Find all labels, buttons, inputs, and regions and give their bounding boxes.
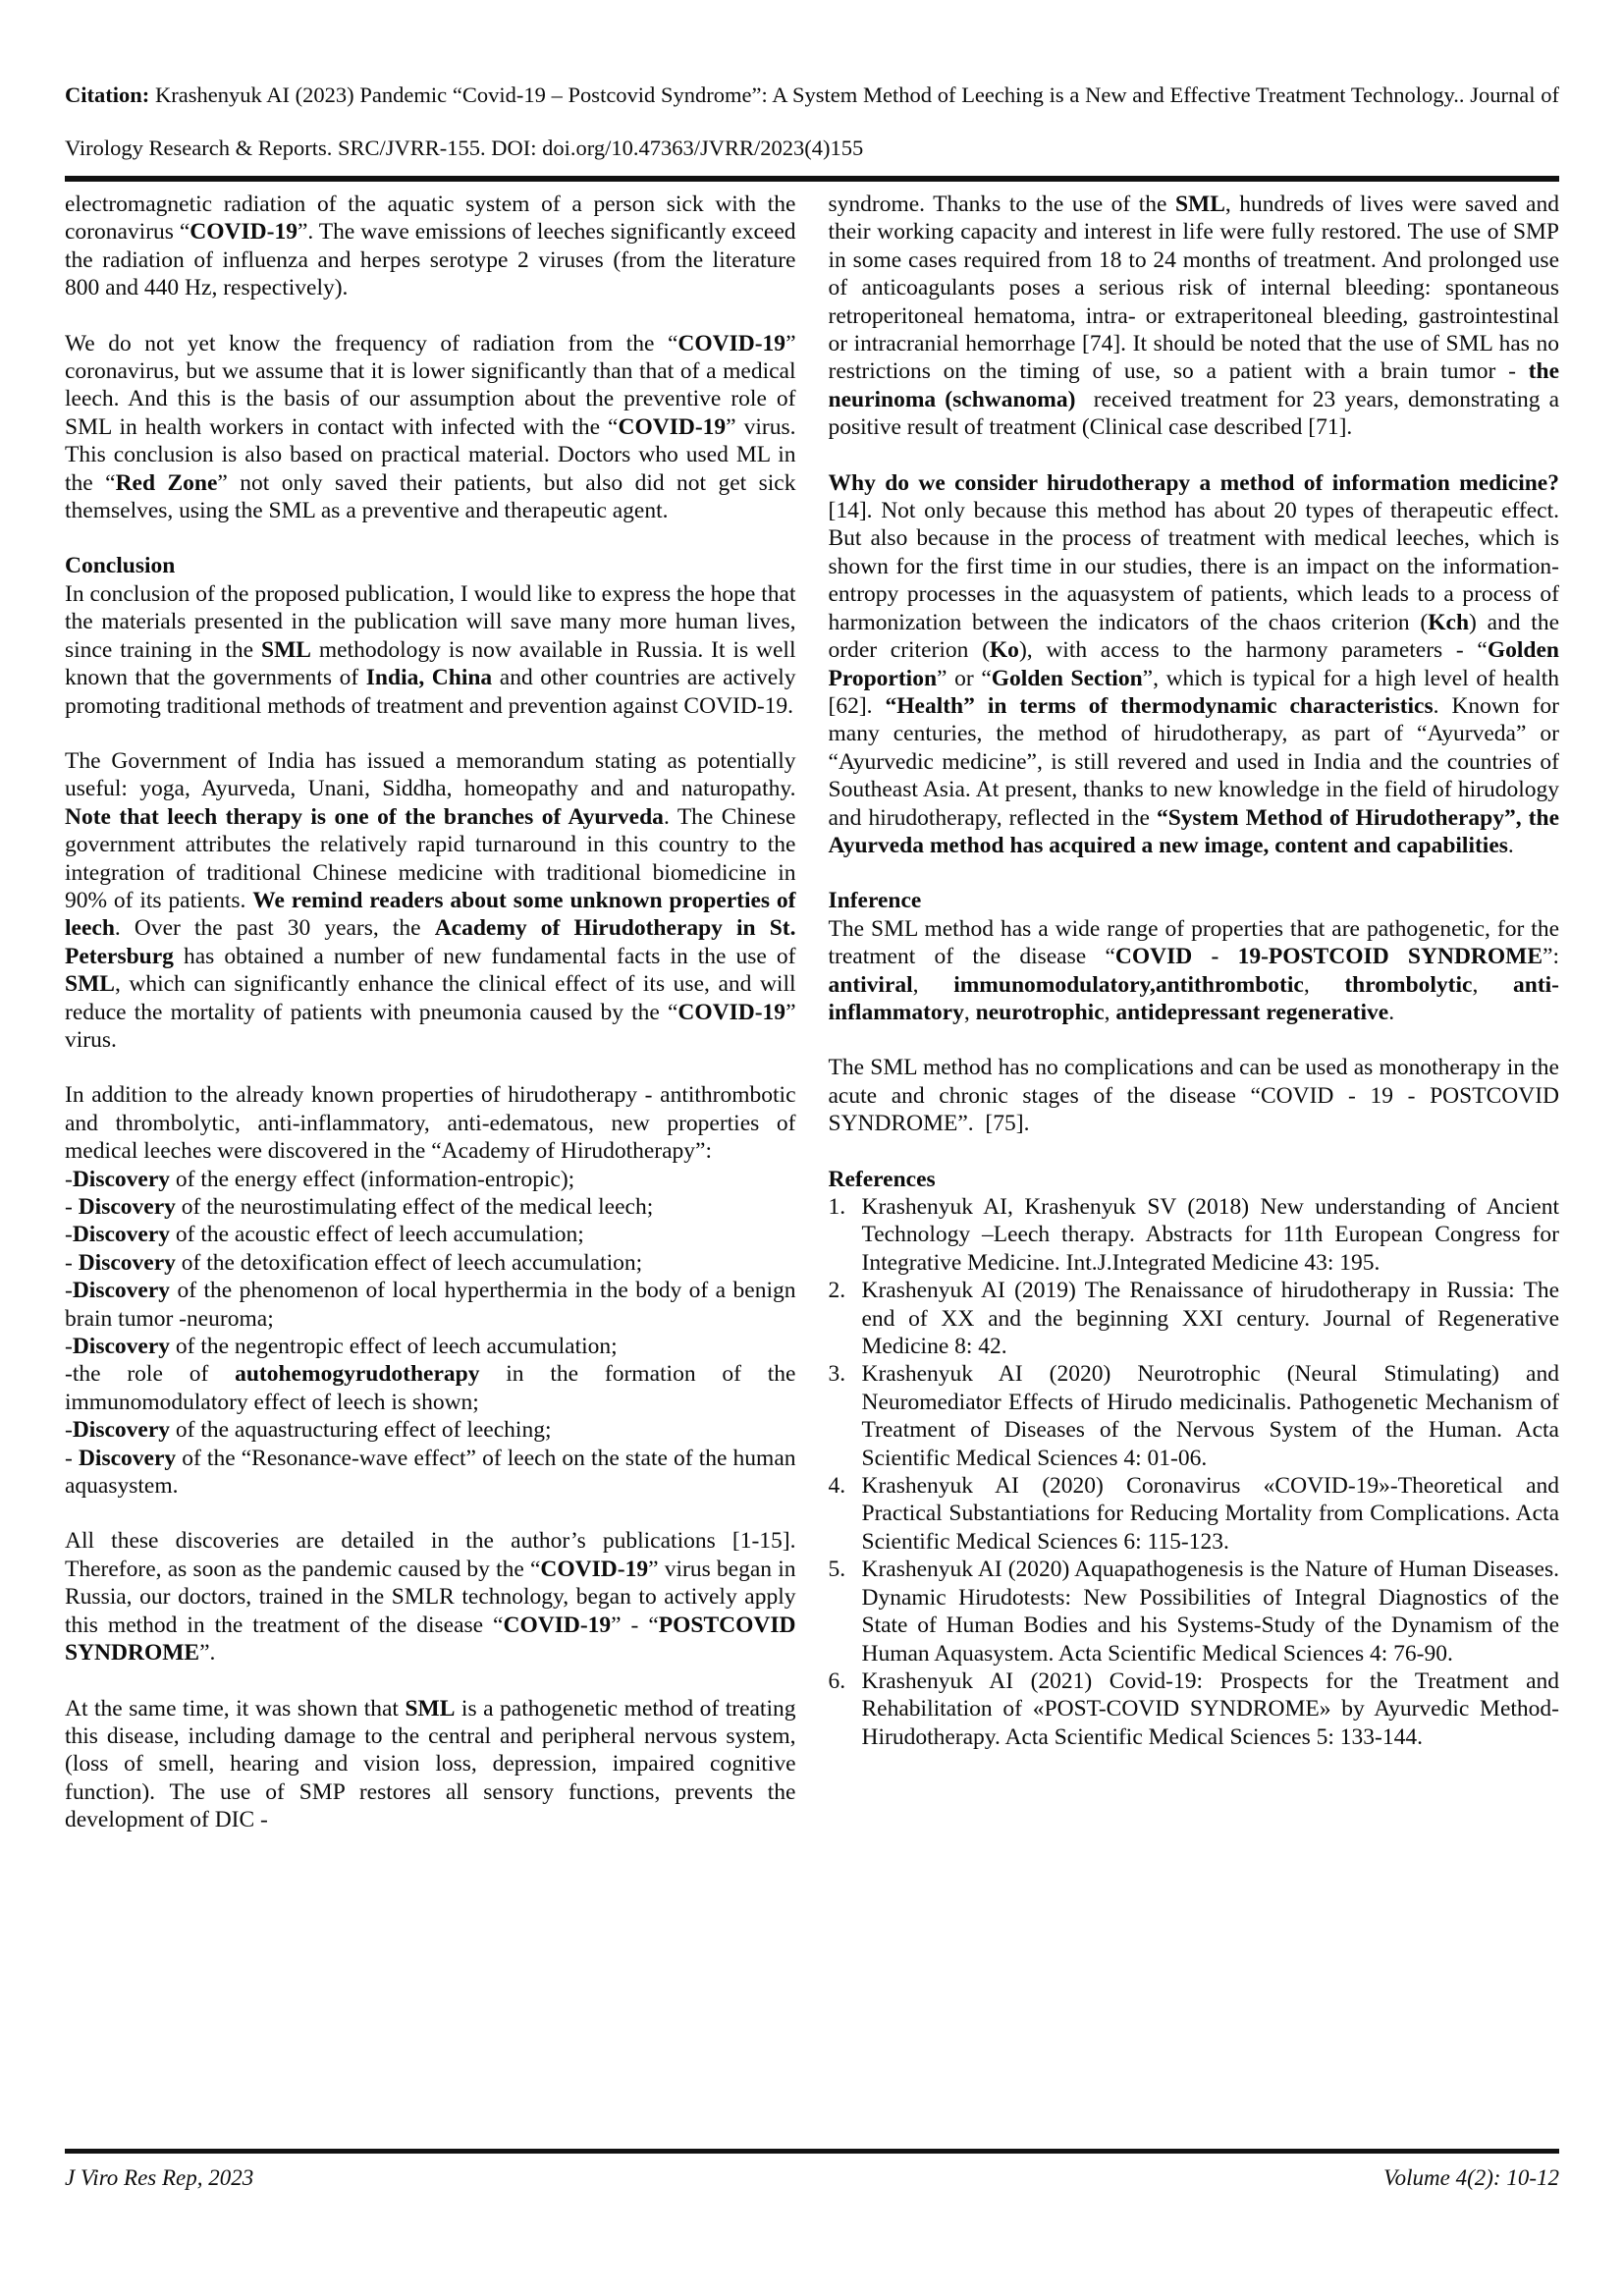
text-run: methodology is now available in Russia. It is well known that the governments of bbox=[65, 636, 796, 691]
text-run: anti-inflammatory bbox=[828, 971, 1559, 1025]
text-run: Discovery bbox=[78, 1249, 176, 1276]
footer-volume-pages: Volume 4(2): 10-12 bbox=[1383, 2165, 1559, 2190]
text-run: autohemogyrudotherapy bbox=[235, 1361, 480, 1388]
text-run: COVID-19 bbox=[189, 219, 298, 246]
paragraph bbox=[65, 580, 796, 720]
text-run: SML bbox=[405, 1695, 456, 1722]
text-run: and other countries are actively promoting traditional methods of treatment and prevention against COVID-19. bbox=[65, 665, 796, 719]
reference-item bbox=[829, 1360, 1560, 1472]
text-run: Discovery bbox=[72, 1166, 171, 1192]
text-run: - bbox=[65, 1278, 73, 1304]
references-list bbox=[829, 1193, 1560, 1751]
text-run: ” virus. bbox=[65, 999, 796, 1053]
text-run: [14]. Not only because this method has about 20 types of therapeutic effect. But also because in the process of treatment with medical leeches, which is shown for the first time in our studies, there is an impact on the information-entropy processes in the aquasystem of patients, which leads to a process of harmonization between the indicators of the chaos criterion ( bbox=[828, 498, 1559, 635]
citation-text: Krashenyuk AI (2023) Pandemic “Covid-19 – Postcovid Syndrome”: A System Method of Leeching is a New and Effective Treatment Technology.. Journal of Virology Research & Reports. SRC/JVRR-155. DOI: doi.org/10.47363/JVRR/2023(4)155 bbox=[65, 82, 1559, 160]
text-run: , bbox=[1472, 971, 1513, 998]
paragraph bbox=[65, 1081, 796, 1165]
reference-number: 1. bbox=[828, 1194, 846, 1220]
text-run: , bbox=[1104, 999, 1116, 1025]
text-run: . bbox=[1388, 999, 1395, 1025]
reference-number: 4. bbox=[828, 1473, 846, 1500]
text-run: - bbox=[65, 1249, 79, 1276]
paragraph-continuation bbox=[829, 191, 1560, 442]
text-run: of the neurostimulating effect of the medical leech; bbox=[175, 1194, 654, 1220]
text-run: The SML method has no complications and can be used as monotherapy in the acute and chronic stages of the disease “COVID - 19 - POSTCOVID SYNDROME”. [75]. bbox=[828, 1055, 1559, 1137]
reference-number: 6. bbox=[828, 1667, 846, 1694]
paragraph bbox=[65, 747, 796, 1054]
text-run: Red Zone bbox=[115, 469, 218, 496]
text-run: COVID-19 bbox=[540, 1556, 649, 1582]
text-run: COVID-19 bbox=[503, 1612, 612, 1638]
text-run: thrombolytic bbox=[1344, 971, 1473, 998]
text-run: COVID-19 bbox=[618, 413, 727, 440]
text-run: in the formation of the immunomodulatory effect of leech is shown; bbox=[65, 1361, 796, 1415]
text-run: has obtained a number of new fundamental facts in the use of bbox=[173, 943, 796, 969]
text-run: Discovery bbox=[72, 1278, 171, 1304]
discovery-list-item bbox=[65, 1416, 796, 1444]
text-run: Discovery bbox=[72, 1222, 171, 1248]
discovery-list-item bbox=[65, 1166, 796, 1193]
reference-item bbox=[829, 1193, 1560, 1277]
text-run: . Over the past 30 years, the bbox=[114, 915, 435, 942]
text-run: SML bbox=[65, 971, 115, 998]
text-run: ), with access to the harmony parameters - “ bbox=[1018, 637, 1488, 664]
text-run: antiviral bbox=[828, 971, 913, 998]
reference-text: Krashenyuk AI (2020) Coronavirus «COVID-19»-Theoretical and Practical Substantiations for Reducing Mortality from Complications. Acta Scientific Medical Sciences 6: 115-123. bbox=[861, 1473, 1559, 1555]
text-run: ” virus began in Russia, our doctors, trained in the SMLR technology, began to actively apply this method in the treatment of the disease “ bbox=[65, 1556, 796, 1638]
text-run: of the aquastructuring effect of leeching; bbox=[170, 1417, 552, 1444]
text-run: of the negentropic effect of leech accumulation; bbox=[170, 1334, 618, 1360]
discovery-list-item bbox=[65, 1277, 796, 1333]
reference-number: 5. bbox=[828, 1557, 846, 1583]
text-run: Discovery bbox=[72, 1417, 171, 1444]
text-run: “Health” in terms of thermodynamic characteristics bbox=[885, 692, 1434, 719]
header-rule bbox=[65, 176, 1559, 182]
text-run: ”: bbox=[1543, 944, 1559, 970]
text-run: - bbox=[65, 1334, 73, 1360]
text-run: ” not only saved their patients, but also did not get sick themselves, using the SML as a preventive and therapeutic agent. bbox=[65, 469, 796, 524]
text-run: ”. bbox=[199, 1640, 216, 1667]
section-heading-references: References bbox=[828, 1166, 936, 1192]
text-run: The SML method has a wide range of properties that are pathogenetic, for the treatment of the disease “ bbox=[828, 915, 1559, 970]
text-run: Discovery bbox=[78, 1445, 177, 1471]
text-run: , bbox=[1303, 971, 1345, 998]
reference-text: Krashenyuk AI (2019) The Renaissance of hirudotherapy in Russia: The end of XX and the beginning XXI century. Journal of Regenerative Medicine 8: 42. bbox=[861, 1278, 1559, 1360]
text-run: COVID-19 bbox=[677, 330, 786, 356]
text-run: Ko bbox=[989, 637, 1019, 664]
discovery-list-item bbox=[65, 1360, 796, 1416]
reference-item bbox=[829, 1667, 1560, 1751]
text-run: is a pathogenetic method of treating this disease, including damage to the central and peripheral nervous system, (loss of smell, hearing and vision loss, depression, impaired cognitive function). The use of SMP restores all sensory functions, prevents the development of DIC - bbox=[65, 1695, 796, 1833]
footer-journal-name: J Viro Res Rep, 2023 bbox=[65, 2165, 254, 2190]
reference-item bbox=[829, 1556, 1560, 1667]
text-run: We do not yet know the frequency of radiation from the “ bbox=[65, 330, 678, 356]
discovery-list-item bbox=[65, 1333, 796, 1360]
text-run: neurotrophic bbox=[975, 999, 1105, 1025]
reference-text: Krashenyuk AI, Krashenyuk SV (2018) New understanding of Ancient Technology –Leech therapy. Abstracts for 11th European Congress for Integrative Medicine. Int.J.Integrated Medicine 43: 195. bbox=[861, 1194, 1559, 1276]
section-heading-conclusion: Conclusion bbox=[65, 553, 176, 579]
text-run: electromagnetic radiation of the aquatic system of a person sick with the coronavirus “ bbox=[65, 191, 796, 246]
text-run: of the phenomenon of local hyperthermia in the body of a benign brain tumor -neuroma; bbox=[65, 1278, 796, 1332]
text-run: the neurinoma (schwanoma) bbox=[828, 358, 1559, 412]
text-run: Note that leech therapy is one of the branches of Ayurveda bbox=[65, 803, 664, 830]
text-run: - bbox=[65, 1222, 73, 1248]
discovery-list-item bbox=[65, 1221, 796, 1248]
text-run: ” coronavirus, but we assume that it is lower significantly than that of a medical leech. And this is the basis of our assumption about the preventive role of SML in health workers in contact with infected with the “ bbox=[65, 330, 796, 440]
text-run: Why do we consider hirudotherapy a method of information medicine? bbox=[828, 469, 1559, 496]
text-run: - bbox=[65, 1166, 73, 1192]
text-run: Discovery bbox=[72, 1334, 171, 1360]
text-run: COVID-19 bbox=[677, 999, 786, 1025]
text-run: ” virus. This conclusion is also based on practical material. Doctors who used ML in the “ bbox=[65, 413, 796, 496]
reference-number: 2. bbox=[828, 1278, 846, 1304]
text-run: COVID - 19-POSTCOID SYNDROME bbox=[1114, 944, 1543, 970]
text-run: - bbox=[65, 1445, 79, 1471]
discovery-list-item bbox=[65, 1445, 796, 1501]
reference-text: Krashenyuk AI (2020) Aquapathogenesis is the Nature of Human Diseases. Dynamic Hirudotests: New Possibilities of Integral Diagnostics of the State of Human Bodies and his Systems-Study of the Dynamism of the Human Aquasystem. Acta Scientific Medical Sciences 4: 76-90. bbox=[861, 1557, 1559, 1667]
left-column bbox=[65, 191, 796, 2149]
text-run: Discovery bbox=[78, 1194, 176, 1220]
text-run: In conclusion of the proposed publication, I would like to express the hope that the materials presented in the publication will save many more human lives, since training in the bbox=[65, 580, 796, 663]
text-run: - bbox=[65, 1194, 79, 1220]
text-run: antidepressant regenerative bbox=[1115, 999, 1389, 1025]
text-run: of the “Resonance-wave effect” of leech on the state of the human aquasystem. bbox=[65, 1445, 796, 1500]
text-run: -the role of bbox=[65, 1361, 236, 1388]
text-run: of the acoustic effect of leech accumulation; bbox=[170, 1222, 584, 1248]
reference-item bbox=[829, 1472, 1560, 1556]
citation-label: Citation: bbox=[65, 82, 150, 107]
text-run: ”, which is typical for a high level of health [62]. bbox=[828, 665, 1559, 719]
text-run: All these discoveries are detailed in the author’s publications [1-15]. Therefore, as soon as the pandemic caused by the “ bbox=[65, 1528, 796, 1582]
text-run: SML bbox=[1174, 191, 1225, 217]
text-run: Golden Proportion bbox=[828, 637, 1559, 691]
section-heading-inference: Inference bbox=[828, 888, 922, 914]
text-run: received treatment for 23 years, demonstrating a positive result of treatment (Clinical case described [71]. bbox=[828, 386, 1559, 441]
text-run: of the detoxification effect of leech accumulation; bbox=[175, 1249, 643, 1276]
paragraph-continuation bbox=[65, 191, 796, 302]
paragraph bbox=[65, 1695, 796, 1834]
text-run: The Government of India has issued a memorandum stating as potentially useful: yoga, Ayurveda, Unani, Siddha, homeopathy and and naturopathy. bbox=[65, 747, 796, 802]
reference-number: 3. bbox=[828, 1361, 846, 1388]
citation-header bbox=[65, 69, 1559, 175]
right-column bbox=[829, 191, 1560, 2149]
text-run: . Known for many centuries, the method of hirudotherapy, as part of “Ayurveda” or “Ayurvedic medicine”, is still revered and used in India and the countries of Southeast Asia. At present, thanks to new knowledge in the field of hirudology and hirudotherapy, reflected in the bbox=[828, 692, 1559, 831]
text-run: . The Chinese government attributes the relatively rapid turnaround in this country to the integration of traditional Chinese medicine with traditional biomedicine in 90% of its patients. bbox=[65, 803, 796, 913]
text-run: Golden Section bbox=[991, 665, 1143, 691]
paragraph bbox=[829, 915, 1560, 1027]
text-run: “System Method of Hirudotherapy”, the Ayurveda method has acquired a new image, content and capabilities bbox=[828, 804, 1559, 858]
paragraph bbox=[829, 469, 1560, 860]
text-run: of the energy effect (information-entropic); bbox=[170, 1166, 575, 1192]
text-run: SML bbox=[261, 636, 311, 663]
text-run: , bbox=[963, 999, 976, 1025]
text-run: , hundreds of lives were saved and their working capacity and interest in life were fully restored. The use of SMP in some cases required from 18 to 24 months of treatment. And prolonged use of anticoagulants poses a serious risk of internal bleeding: spontaneous retroperitoneal hematoma, intra- or extraperitoneal bleeding, gastrointestinal or intracranial hemorrhage [74]. It should be noted that the use of SML has no restrictions on the timing of use, so a patient with a brain tumor - bbox=[828, 191, 1559, 385]
text-run: ” - “ bbox=[611, 1612, 659, 1638]
article-body bbox=[65, 191, 1559, 2149]
text-run: India, China bbox=[365, 665, 493, 691]
text-run: , bbox=[912, 971, 954, 998]
text-run: Kch bbox=[1428, 609, 1470, 635]
paragraph bbox=[65, 1527, 796, 1667]
reference-text: Krashenyuk AI (2020) Neurotrophic (Neural Stimulating) and Neuromediator Effects of Hirudo medicinalis. Pathogenetic Mechanism of Treatment of Diseases of the Nervous System of the Human. Acta Scientific Medical Sciences 4: 01-06. bbox=[861, 1361, 1559, 1471]
paragraph bbox=[829, 1054, 1560, 1137]
text-run: , which can significantly enhance the clinical effect of its use, and will reduce the mortality of patients with pneumonia caused by the “ bbox=[65, 971, 796, 1025]
text-run: syndrome. Thanks to the use of the bbox=[828, 191, 1175, 217]
text-run: immunomodulatory,antithrombotic bbox=[953, 971, 1304, 998]
text-run: POSTCOVID SYNDROME bbox=[65, 1612, 796, 1667]
paragraph bbox=[65, 330, 796, 525]
reference-text: Krashenyuk AI (2021) Covid-19: Prospects for the Treatment and Rehabilitation of «POST-COVID SYNDROME» by Ayurvedic Method-Hirudotherapy. Acta Scientific Medical Sciences 5: 133-144. bbox=[861, 1667, 1559, 1750]
page-footer bbox=[65, 2149, 1559, 2191]
text-run: Academy of Hirudotherapy in St. Petersburg bbox=[65, 915, 796, 969]
text-run: In addition to the already known properties of hirudotherapy - antithrombotic and thrombolytic, anti-inflammatory, anti-edematous, new properties of medical leeches were discovered in the “Academy of Hirudotherapy”: bbox=[65, 1082, 796, 1165]
reference-item bbox=[829, 1277, 1560, 1360]
text-run: ) and the order criterion ( bbox=[828, 609, 1559, 664]
text-run: At the same time, it was shown that bbox=[65, 1695, 406, 1722]
text-run: We remind readers about some unknown properties of leech bbox=[65, 887, 796, 942]
text-run: ”. The wave emissions of leeches significantly exceed the radiation of influenza and herpes serotype 2 viruses (from the literature 800 and 440 Hz, respectively). bbox=[65, 219, 796, 301]
discovery-list-item bbox=[65, 1249, 796, 1277]
text-run: - bbox=[65, 1417, 73, 1444]
discovery-list-item bbox=[65, 1193, 796, 1221]
text-run: ” or “ bbox=[937, 665, 992, 691]
text-run: . bbox=[1507, 832, 1514, 858]
